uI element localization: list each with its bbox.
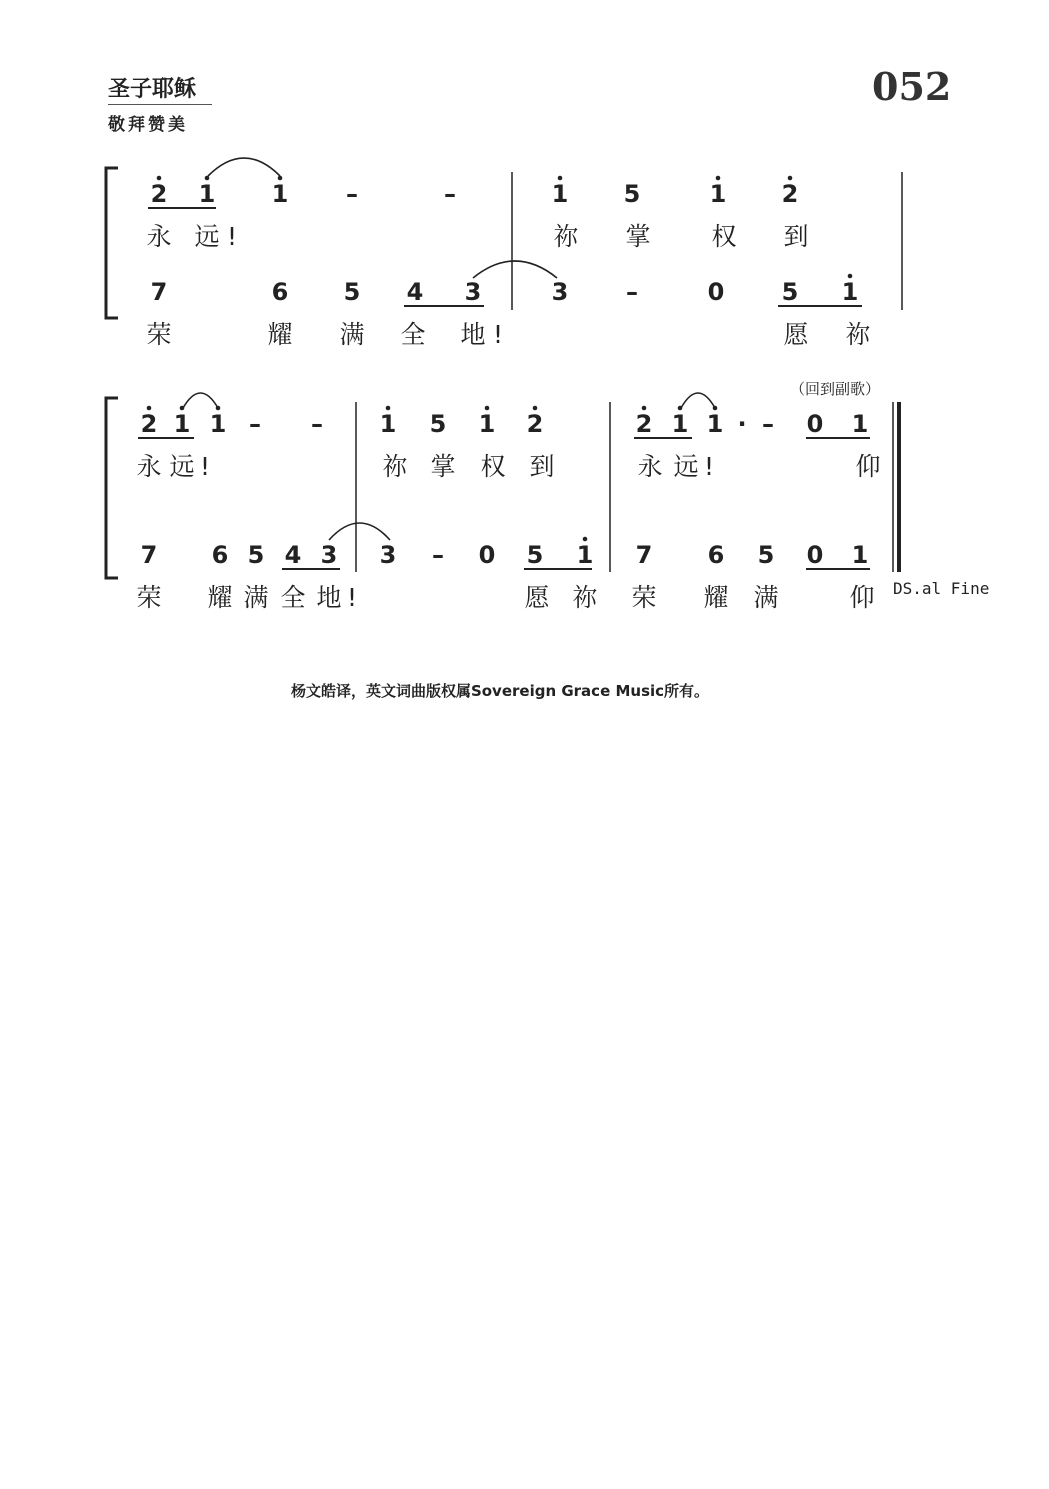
melody-note: 1 xyxy=(271,180,289,208)
tie-slur xyxy=(329,523,390,540)
lyric-char: ! xyxy=(492,320,504,349)
lyric-char: 耀 xyxy=(267,320,293,349)
lyric-char: 愿 xyxy=(524,583,550,612)
tie-slur xyxy=(183,393,218,408)
melody-note: – xyxy=(762,410,774,438)
octave-dot xyxy=(485,406,490,411)
melody-note: 1 xyxy=(709,180,727,208)
lyric-char: ! xyxy=(346,583,358,612)
book-subtitle: 敬拜赞美 xyxy=(108,115,188,135)
bass-note: 0 xyxy=(806,541,824,569)
lyric-char: 远 xyxy=(169,452,195,481)
lyric-char: 权 xyxy=(711,222,737,251)
bass-note: 7 xyxy=(150,278,168,306)
lyric-char: 祢 xyxy=(382,452,408,481)
bass-note: 3 xyxy=(320,541,338,569)
melody-note: 1 xyxy=(851,410,869,438)
melody-note: 1 xyxy=(706,410,724,438)
bass-note: 3 xyxy=(551,278,569,306)
melody-note: – xyxy=(249,410,261,438)
melody-note: 1 xyxy=(173,410,191,438)
bass-note: 1 xyxy=(576,541,594,569)
lyric-char: 耀 xyxy=(703,583,729,612)
lyric-char: 耀 xyxy=(207,583,233,612)
octave-dot xyxy=(788,176,793,181)
melody-note: – xyxy=(444,180,456,208)
bass-note: 5 xyxy=(247,541,265,569)
octave-dot xyxy=(157,176,162,181)
bass-note: 3 xyxy=(464,278,482,306)
melody-note: 2 xyxy=(635,410,653,438)
lyric-char: 荣 xyxy=(146,320,172,349)
bass-note: 5 xyxy=(781,278,799,306)
bass-note: 6 xyxy=(211,541,229,569)
tie-slur xyxy=(681,393,715,408)
lyric-char: 满 xyxy=(339,320,365,349)
bass-note: 7 xyxy=(140,541,158,569)
octave-dot xyxy=(386,406,391,411)
melody-note: 1 xyxy=(671,410,689,438)
lyric-char: 荣 xyxy=(631,583,657,612)
system-bracket xyxy=(106,398,118,578)
melody-note: 1 xyxy=(551,180,569,208)
song-title: 圣子耶稣 xyxy=(108,76,197,102)
octave-dot xyxy=(278,176,283,181)
bass-note: 7 xyxy=(635,541,653,569)
melody-note: 1 xyxy=(209,410,227,438)
lyric-char: 权 xyxy=(480,452,506,481)
melody-note: – xyxy=(346,180,358,208)
lyric-char: 到 xyxy=(783,222,809,251)
tie-slur xyxy=(208,158,280,176)
bass-note: 6 xyxy=(707,541,725,569)
lyric-char: 地 xyxy=(316,583,342,612)
octave-dot xyxy=(147,406,152,411)
score xyxy=(0,0,1049,660)
bass-note: 6 xyxy=(271,278,289,306)
melody-note: 2 xyxy=(526,410,544,438)
melody-note: 2 xyxy=(781,180,799,208)
tie-slur xyxy=(473,261,557,278)
lyric-char: 永 xyxy=(637,452,663,481)
bass-note: 1 xyxy=(841,278,859,306)
page-number: 052 xyxy=(872,64,952,109)
lyric-char: 远 xyxy=(673,452,699,481)
lyric-char: 祢 xyxy=(572,583,598,612)
melody-note: · xyxy=(737,410,747,438)
system-bracket xyxy=(106,168,118,318)
lyric-char: 到 xyxy=(529,452,555,481)
ds-al-fine-mark: DS.al Fine xyxy=(893,579,990,598)
lyric-char: 仰 xyxy=(855,452,881,481)
octave-dot xyxy=(583,537,588,542)
melody-note: 2 xyxy=(150,180,168,208)
lyric-char: ! xyxy=(703,452,715,481)
lyric-char: 仰 xyxy=(849,583,875,612)
lyric-char: 满 xyxy=(753,583,779,612)
melody-note: 1 xyxy=(379,410,397,438)
bass-note: 5 xyxy=(526,541,544,569)
bass-note: 5 xyxy=(343,278,361,306)
lyric-char: 满 xyxy=(243,583,269,612)
melody-note: 5 xyxy=(429,410,447,438)
lyric-char: 永 xyxy=(146,222,172,251)
bass-note: 4 xyxy=(284,541,302,569)
bass-note: 4 xyxy=(406,278,424,306)
lyric-char: 地 xyxy=(460,320,486,349)
bass-note: 3 xyxy=(379,541,397,569)
melody-note: 1 xyxy=(478,410,496,438)
lyric-char: 掌 xyxy=(625,222,651,251)
melody-note: – xyxy=(311,410,323,438)
lyric-char: 祢 xyxy=(553,222,579,251)
lyric-char: 祢 xyxy=(845,320,871,349)
octave-dot xyxy=(533,406,538,411)
bass-note: – xyxy=(432,541,444,569)
lyric-char: 远 xyxy=(194,222,220,251)
lyric-char: 荣 xyxy=(136,583,162,612)
bass-note: 5 xyxy=(757,541,775,569)
bass-note: 1 xyxy=(851,541,869,569)
melody-note: 0 xyxy=(806,410,824,438)
lyric-char: ! xyxy=(226,222,238,251)
lyric-char: 全 xyxy=(400,320,426,349)
octave-dot xyxy=(558,176,563,181)
bass-note: 0 xyxy=(707,278,725,306)
octave-dot xyxy=(716,176,721,181)
lyric-char: 全 xyxy=(280,583,306,612)
octave-dot xyxy=(642,406,647,411)
copyright-credits: 杨文皓译，英文词曲版权属Sovereign Grace Music所有。 xyxy=(290,682,710,700)
bass-note: 0 xyxy=(478,541,496,569)
lyric-char: 永 xyxy=(136,452,162,481)
melody-note: 1 xyxy=(198,180,216,208)
lyric-char: 愿 xyxy=(783,320,809,349)
coda-note: （回到副歌） xyxy=(790,380,881,398)
bass-note: – xyxy=(626,278,638,306)
lyric-char: ! xyxy=(199,452,211,481)
octave-dot xyxy=(848,274,853,279)
melody-note: 2 xyxy=(140,410,158,438)
melody-note: 5 xyxy=(623,180,641,208)
notation-marks xyxy=(136,158,880,612)
lyric-char: 掌 xyxy=(430,452,456,481)
